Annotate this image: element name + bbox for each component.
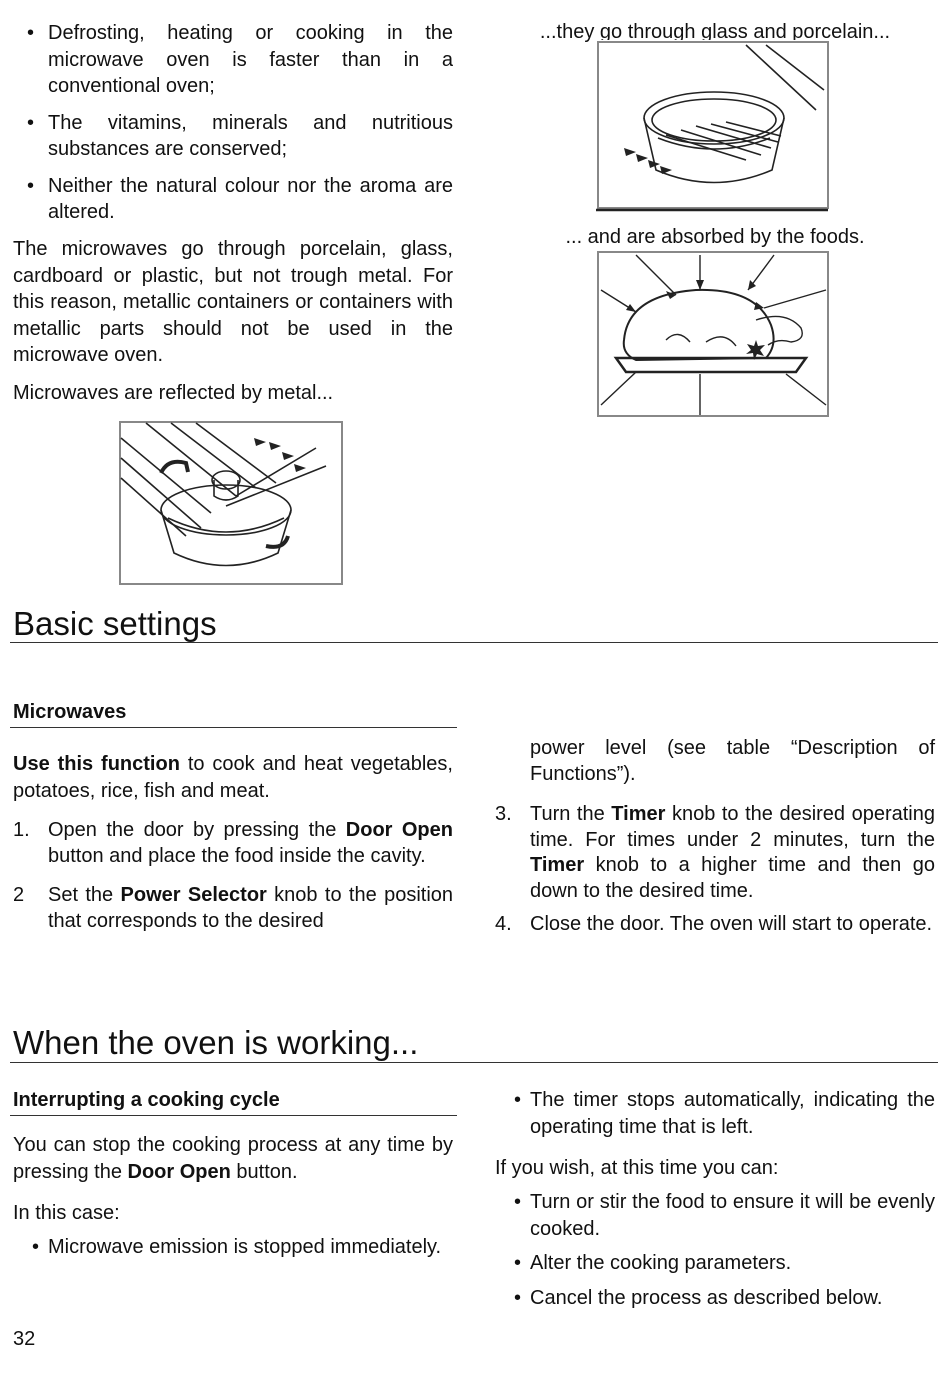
absorbed-caption: ... and are absorbed by the foods. xyxy=(565,226,865,248)
list-item: • Cancel the process as described below. xyxy=(514,1286,883,1309)
in-this-case-text: In this case: xyxy=(13,1202,120,1224)
steps-left xyxy=(13,818,453,934)
list-item: 2 Set the Power Selector knob to the position that corresponds to the desired xyxy=(13,884,454,932)
basic-settings-heading: Basic settings xyxy=(13,605,217,642)
microwaves-rule xyxy=(10,727,457,728)
if-you-wish-text: If you wish, at this time you can: xyxy=(495,1157,779,1179)
intro-paragraph: The microwaves go through porcelain, glass, cardboard or plastic, but not trough metal. For this reason, metallic containers or containers with metallic parts should not be used in the microwave oven. xyxy=(13,238,453,366)
list-item: • The vitamins, minerals and nutritious substances are conserved; xyxy=(27,111,453,160)
step2-continuation: power level (see table “Description of Functions”). xyxy=(530,737,935,785)
reflected-caption: Microwaves are reflected by metal... xyxy=(13,382,334,404)
list-item: • Neither the natural colour nor the aroma are altered. xyxy=(27,174,453,223)
basic-settings-rule xyxy=(10,642,938,643)
list-item: • Defrosting, heating or cooking in the microwave oven is faster than in a conventional oven; xyxy=(27,22,453,97)
right-bullet-list xyxy=(514,1189,935,1311)
food-absorption-illustration xyxy=(596,250,832,418)
list-item: 4. Close the door. The oven will start to operate. xyxy=(495,913,933,935)
list-item: 1. Open the door by pressing the Door Open button and place the food inside the cavity. xyxy=(13,819,453,867)
glass-bowl-illustration xyxy=(596,40,832,212)
intro-bullet-list xyxy=(13,20,453,226)
list-item: • The timer stops automatically, indicating the operating time that is left. xyxy=(514,1089,935,1138)
left-bullet-list xyxy=(32,1234,453,1261)
metal-pot-reflection-illustration xyxy=(116,418,346,588)
interrupt-heading: Interrupting a cooking cycle xyxy=(13,1089,280,1111)
list-item: 3. Turn the Timer knob to the desired operating time. For times under 2 minutes, turn the Timer knob to a higher time and then go down to the desired time. xyxy=(495,803,936,902)
page-number: 32 xyxy=(13,1328,36,1350)
use-function-paragraph: Use this function to cook and heat vegetables, potatoes, rice, fish and meat. xyxy=(13,753,453,802)
glass-caption: ...they go through glass and porcelain... xyxy=(539,21,891,43)
list-item: • Alter the cooking parameters. xyxy=(514,1252,792,1274)
interrupt-rule xyxy=(10,1115,457,1116)
right-bullet-list-top xyxy=(514,1087,935,1140)
list-item: • Microwave emission is stopped immediately. xyxy=(32,1236,442,1258)
stop-paragraph: You can stop the cooking process at any time by pressing the Door Open button. xyxy=(13,1134,453,1183)
oven-working-heading: When the oven is working... xyxy=(13,1024,419,1061)
microwaves-heading: Microwaves xyxy=(13,701,127,723)
steps-right xyxy=(495,802,935,938)
oven-working-rule xyxy=(10,1062,938,1063)
list-item: • Turn or stir the food to ensure it will be evenly cooked. xyxy=(514,1191,935,1240)
